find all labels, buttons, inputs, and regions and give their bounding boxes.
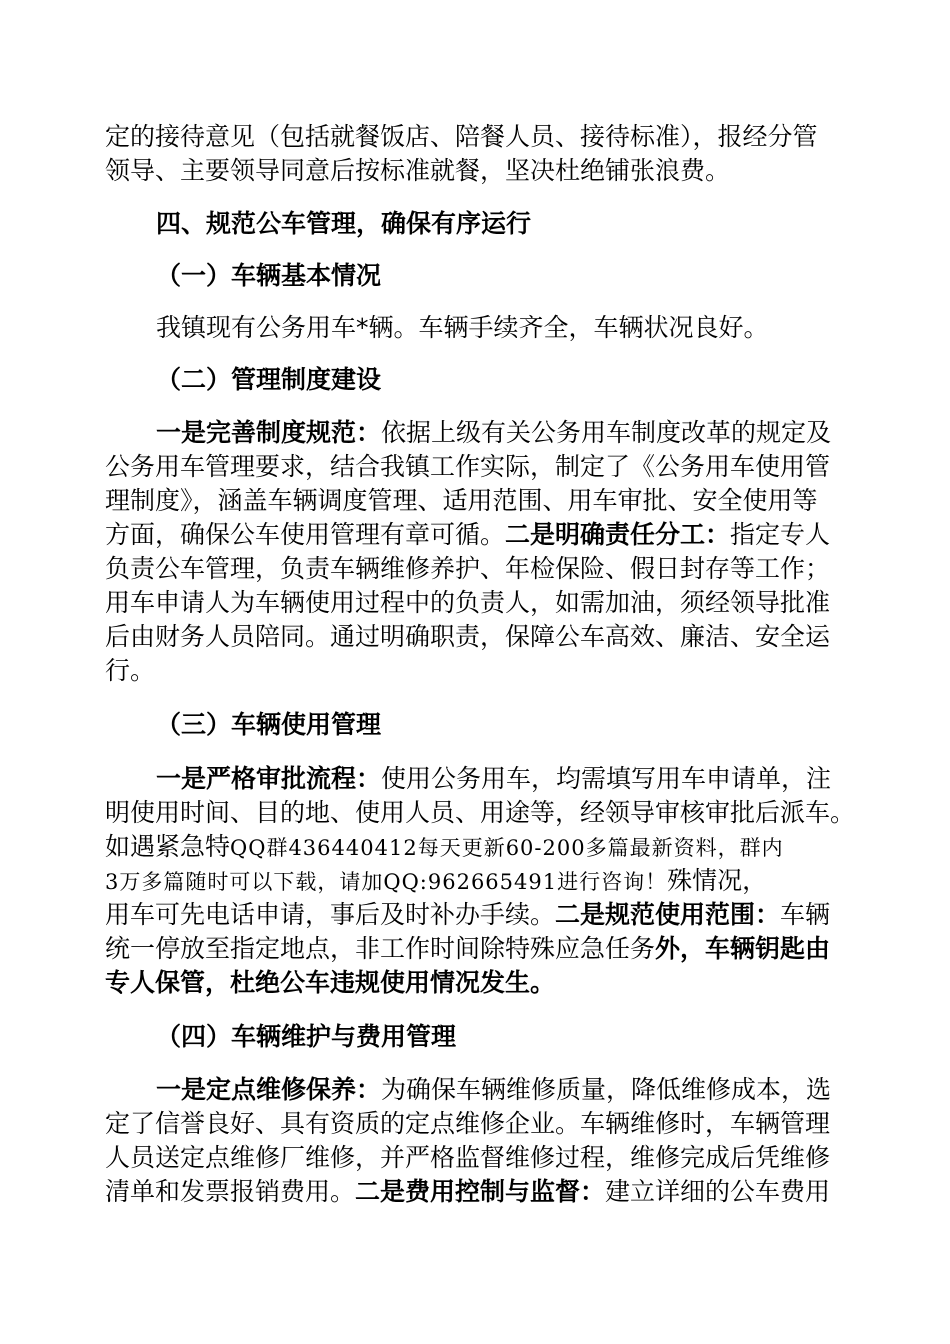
section-heading bbox=[156, 207, 531, 241]
paragraph-line bbox=[105, 586, 830, 620]
paragraph-line bbox=[105, 120, 818, 154]
text-run: 后由财务人员陪同。通过明确职责，保障公车高效、廉洁、安全运 bbox=[105, 622, 831, 651]
paragraph-line bbox=[105, 932, 830, 966]
text-run: 理制度》，涵盖车辆调度管理、适用范围、用车审批、安全使用等 bbox=[105, 486, 818, 515]
text-run: 负责公车管理，负责车辆维修养护、年检保险、假日封存等工作； bbox=[105, 554, 831, 583]
heading-text: 四、规范公车管理，确保有序运行 bbox=[156, 209, 532, 238]
bold-run: 外，车辆钥匙由 bbox=[655, 934, 831, 963]
paragraph-line bbox=[105, 552, 830, 586]
bold-lead: 二是明确责任分工： bbox=[505, 520, 731, 549]
paragraph-line bbox=[105, 620, 830, 654]
bold-lead: 二是规范使用范围： bbox=[555, 900, 781, 929]
subsection-heading bbox=[156, 363, 381, 397]
text-run: 公务用车管理要求，结合我镇工作实际，制定了《公务用车使用管 bbox=[105, 452, 831, 481]
text-run: 行。 bbox=[105, 656, 156, 685]
heading-text: （一）车辆基本情况 bbox=[156, 261, 382, 290]
text-run: 用车可先电话申请，事后及时补办手续。 bbox=[105, 900, 556, 929]
text-run: 清单和发票报销费用。 bbox=[105, 1177, 356, 1206]
text-run: 为确保车辆维修质量，降低维修成本，选 bbox=[381, 1075, 832, 1104]
paragraph-line bbox=[105, 450, 830, 484]
bold-lead: 一是完善制度规范： bbox=[156, 418, 382, 447]
paragraph-line bbox=[105, 154, 730, 188]
paragraph-line bbox=[156, 311, 769, 345]
text-run: 指定专人 bbox=[730, 520, 831, 549]
bold-lead: 二是费用控制与监督： bbox=[355, 1177, 606, 1206]
text-run: 定的接待意见（包括就餐饭店、陪餐人员、接待标准），报经分管 bbox=[105, 122, 818, 151]
paragraph-line bbox=[105, 966, 555, 1000]
inserted-ad-text: QQ群436440412每天更新60-200多篇最新资料，群内 bbox=[230, 836, 784, 860]
paragraph-line bbox=[105, 654, 155, 688]
text-run: 我镇现有公务用车*辆。车辆手续齐全，车辆状况良好。 bbox=[156, 313, 769, 342]
text-run: 如遇紧急特 bbox=[105, 832, 231, 861]
bold-lead: 一是定点维修保养： bbox=[156, 1075, 382, 1104]
paragraph-line bbox=[105, 864, 767, 899]
paragraph-line bbox=[105, 518, 830, 552]
text-run: 用车申请人为车辆使用过程中的负责人，如需加油，须经领导批准 bbox=[105, 588, 831, 617]
bold-lead: 一是严格审批流程： bbox=[156, 764, 382, 793]
text-run: 领导、主要领导同意后按标准就餐，坚决杜绝铺张浪费。 bbox=[105, 156, 731, 185]
text-run: 定了信誉良好、具有资质的定点维修企业。车辆维修时，车辆管理 bbox=[105, 1109, 831, 1138]
paragraph-line bbox=[105, 830, 784, 865]
heading-text: （三）车辆使用管理 bbox=[156, 710, 382, 739]
text-run: 殊情况， bbox=[667, 866, 768, 895]
heading-text: （二）管理制度建设 bbox=[156, 365, 382, 394]
paragraph-line bbox=[156, 416, 831, 450]
subsection-heading bbox=[156, 708, 381, 742]
paragraph-line bbox=[105, 1175, 830, 1209]
inserted-ad-text: 3万多篇随时可以下载，请加QQ:962665491进行咨询！ bbox=[105, 870, 668, 894]
text-run: 使用公务用车，均需填写用车申请单，注 bbox=[381, 764, 832, 793]
heading-text: （四）车辆维护与费用管理 bbox=[156, 1022, 457, 1051]
text-run: 方面，确保公车使用管理有章可循。 bbox=[105, 520, 506, 549]
text-run: 人员送定点维修厂维修，并严格监督维修过程，维修完成后凭维修 bbox=[105, 1143, 831, 1172]
subsection-heading bbox=[156, 259, 381, 293]
text-run: 车辆 bbox=[780, 900, 831, 929]
text-run: 依据上级有关公务用车制度改革的规定及 bbox=[381, 418, 832, 447]
subsection-heading bbox=[156, 1020, 456, 1054]
text-run: 建立详细的公车费用 bbox=[605, 1177, 831, 1206]
text-run: 明使用时间、目的地、使用人员、用途等，经领导审核审批后派车。 bbox=[105, 798, 856, 827]
text-run: 统一停放至指定地点，非工作时间除特殊应急任务 bbox=[105, 934, 656, 963]
paragraph-line bbox=[105, 898, 830, 932]
paragraph-line bbox=[156, 1073, 831, 1107]
paragraph-line bbox=[156, 762, 831, 796]
paragraph-line bbox=[105, 484, 818, 518]
paragraph-line bbox=[105, 796, 855, 830]
paragraph-line bbox=[105, 1141, 830, 1175]
bold-run: 专人保管，杜绝公车违规使用情况发生。 bbox=[105, 968, 556, 997]
paragraph-line bbox=[105, 1107, 830, 1141]
